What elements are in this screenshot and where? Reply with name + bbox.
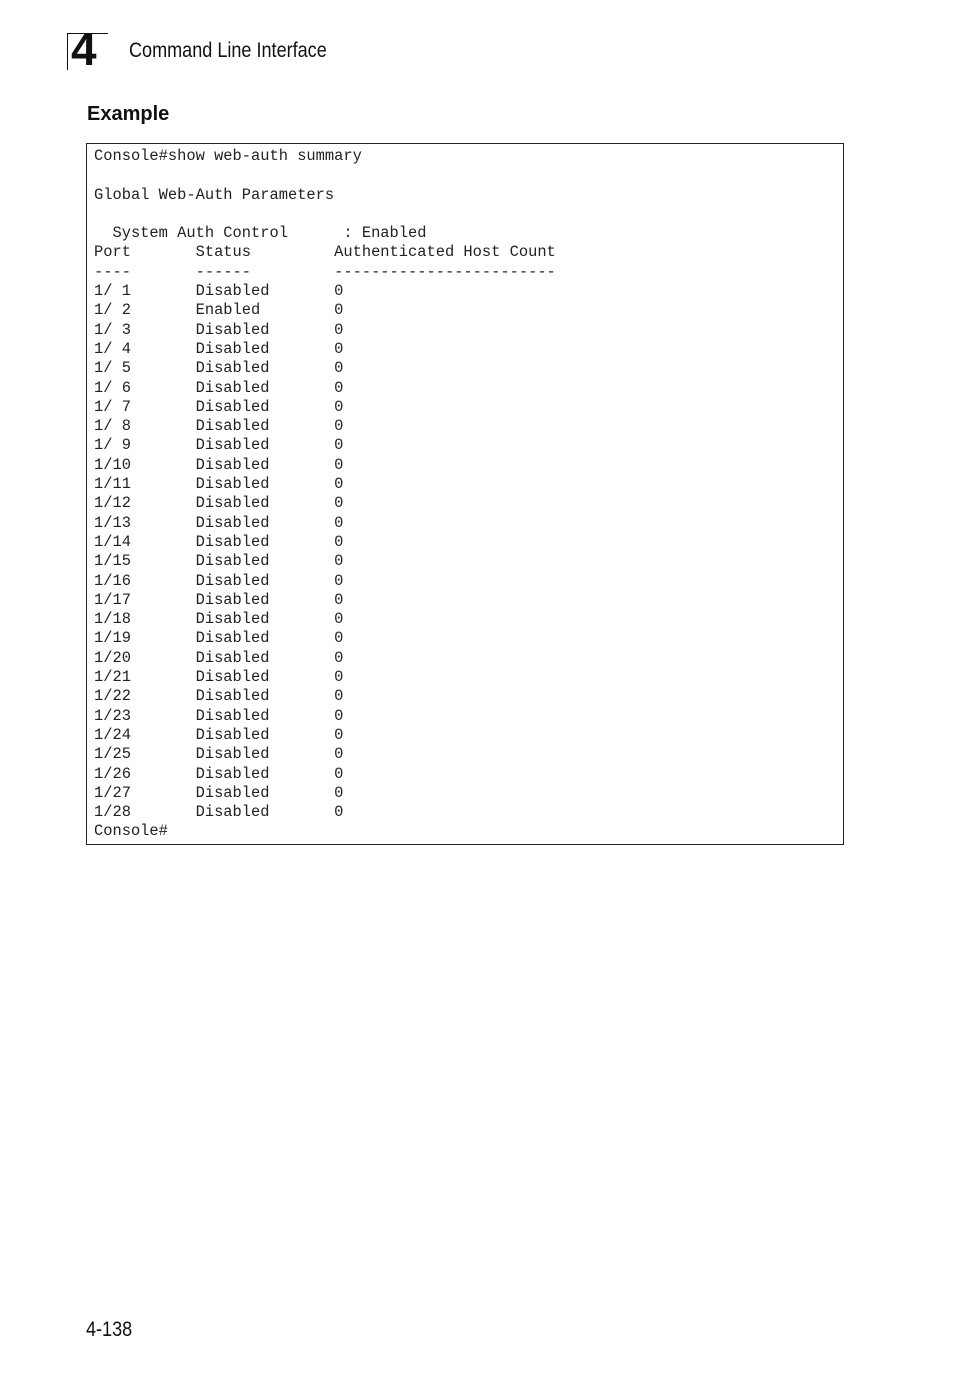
console-line: System Auth Control : Enabled (94, 224, 427, 243)
console-line: 1/ 5 Disabled 0 (94, 359, 344, 378)
console-line: 1/24 Disabled 0 (94, 725, 344, 744)
console-line: 1/11 Disabled 0 (94, 475, 344, 494)
console-line: 1/17 Disabled 0 (94, 590, 344, 609)
section-heading: Example (87, 103, 170, 125)
console-line: 1/ 2 Enabled 0 (94, 301, 344, 320)
console-line: Global Web-Auth Parameters (94, 185, 335, 204)
console-line: 1/25 Disabled 0 (94, 745, 344, 764)
console-line: 1/ 1 Disabled 0 (94, 282, 344, 301)
console-line: 1/14 Disabled 0 (94, 532, 344, 551)
console-line: 1/22 Disabled 0 (94, 687, 344, 706)
console-line (94, 205, 556, 224)
page-number: 4-138 (86, 1318, 133, 1341)
console-output (94, 147, 556, 842)
console-line: 1/21 Disabled 0 (94, 668, 344, 687)
chapter-number: 4 (71, 23, 97, 75)
console-line: 1/15 Disabled 0 (94, 552, 344, 571)
console-line: Port Status Authenticated Host Count (94, 243, 556, 262)
console-line: 1/23 Disabled 0 (94, 706, 344, 725)
console-output-box (86, 143, 844, 845)
console-line: 1/28 Disabled 0 (94, 803, 344, 822)
console-line: 1/10 Disabled 0 (94, 455, 344, 474)
console-line: 1/18 Disabled 0 (94, 610, 344, 629)
console-line: 1/ 4 Disabled 0 (94, 339, 344, 358)
console-line: 1/16 Disabled 0 (94, 571, 344, 590)
chapter-marker (67, 23, 108, 75)
console-line: 1/ 9 Disabled 0 (94, 436, 344, 455)
console-line: 1/19 Disabled 0 (94, 629, 344, 648)
console-line (94, 166, 556, 185)
console-line: 1/ 8 Disabled 0 (94, 417, 344, 436)
console-line: 1/ 6 Disabled 0 (94, 378, 344, 397)
console-line: 1/ 3 Disabled 0 (94, 320, 344, 339)
console-line: Console# (94, 822, 168, 841)
console-line: 1/20 Disabled 0 (94, 648, 344, 667)
console-line: 1/13 Disabled 0 (94, 513, 344, 532)
console-line: 1/ 7 Disabled 0 (94, 397, 344, 416)
running-header-title: Command Line Interface (129, 39, 327, 62)
console-line: 1/27 Disabled 0 (94, 783, 344, 802)
console-line: ---- ------ ------------------------ (94, 262, 556, 281)
console-line: 1/26 Disabled 0 (94, 764, 344, 783)
console-line: Console#show web-auth summary (94, 147, 362, 165)
console-line: 1/12 Disabled 0 (94, 494, 344, 513)
